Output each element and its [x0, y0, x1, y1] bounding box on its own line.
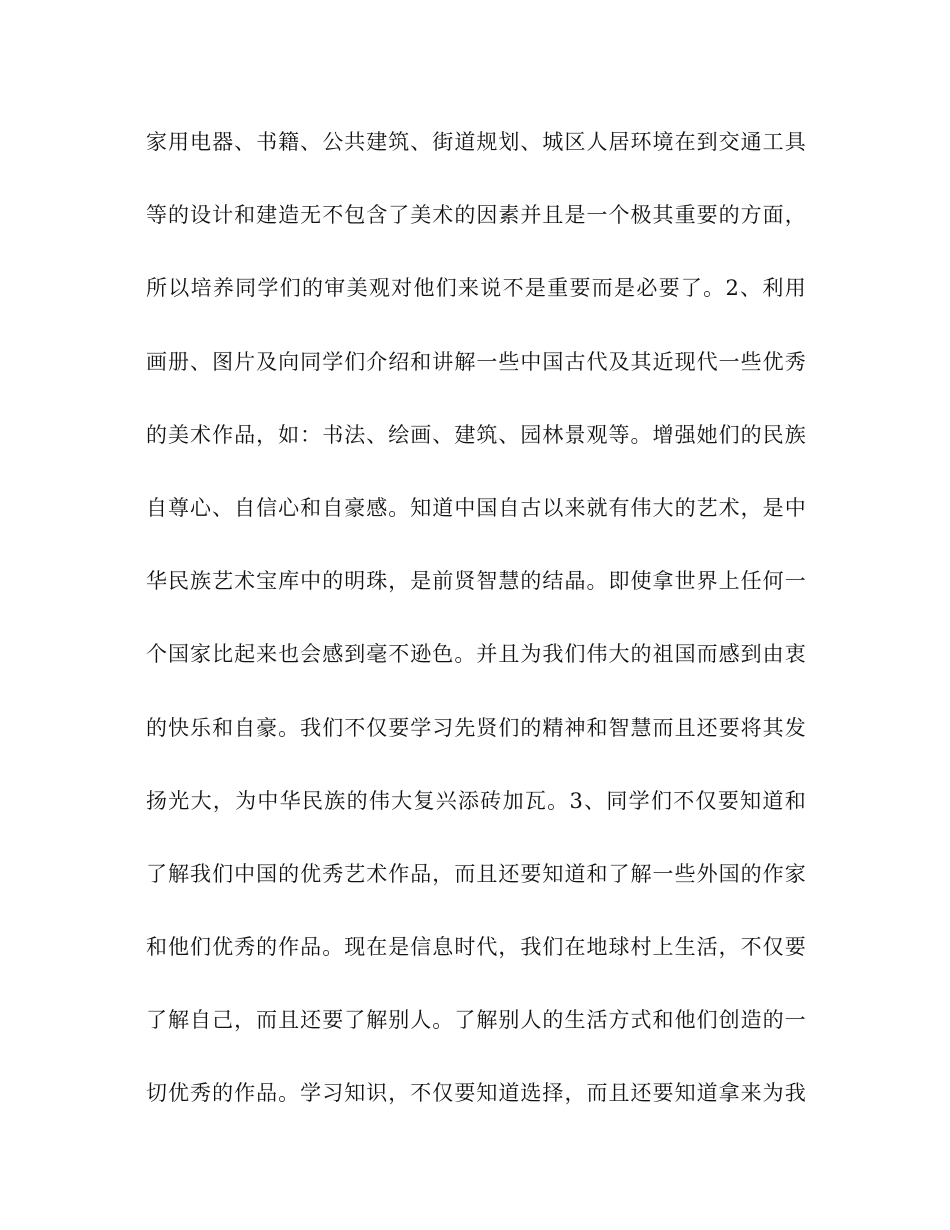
text-line: 的美术作品，如：书法、绘画、建筑、园林景观等。增强她们的民族: [146, 422, 806, 447]
text-line: 所以培养同学们的审美观对他们来说不是重要而是必要了。2、利用: [146, 276, 806, 301]
text-line: 了解自己，而且还要了解别人。了解别人的生活方式和他们创造的一: [146, 1008, 806, 1033]
text-line: 自尊心、自信心和自豪感。知道中国自古以来就有伟大的艺术，是中: [146, 495, 806, 520]
text-line: 等的设计和建造无不包含了美术的因素并且是一个极其重要的方面，: [146, 203, 806, 228]
text-line: 切优秀的作品。学习知识，不仅要知道选择，而且还要知道拿来为我: [146, 1081, 806, 1106]
body-text: [146, 126, 806, 1151]
text-line: 个国家比起来也会感到毫不逊色。并且为我们伟大的祖国而感到由衷: [146, 642, 806, 667]
text-line: 了解我们中国的优秀艺术作品，而且还要知道和了解一些外国的作家: [146, 861, 806, 886]
text-line: 的快乐和自豪。我们不仅要学习先贤们的精神和智慧而且还要将其发: [146, 715, 806, 740]
text-line: 家用电器、书籍、公共建筑、街道规划、城区人居环境在到交通工具: [146, 130, 806, 154]
text-line: 扬光大，为中华民族的伟大复兴添砖加瓦。3、同学们不仅要知道和: [146, 788, 806, 813]
text-line: 和他们优秀的作品。现在是信息时代，我们在地球村上生活，不仅要: [146, 935, 806, 960]
text-line: 画册、图片及向同学们介绍和讲解一些中国古代及其近现代一些优秀: [146, 349, 806, 374]
text-line: 华民族艺术宝库中的明珠，是前贤智慧的结晶。即使拿世界上任何一: [146, 569, 806, 594]
